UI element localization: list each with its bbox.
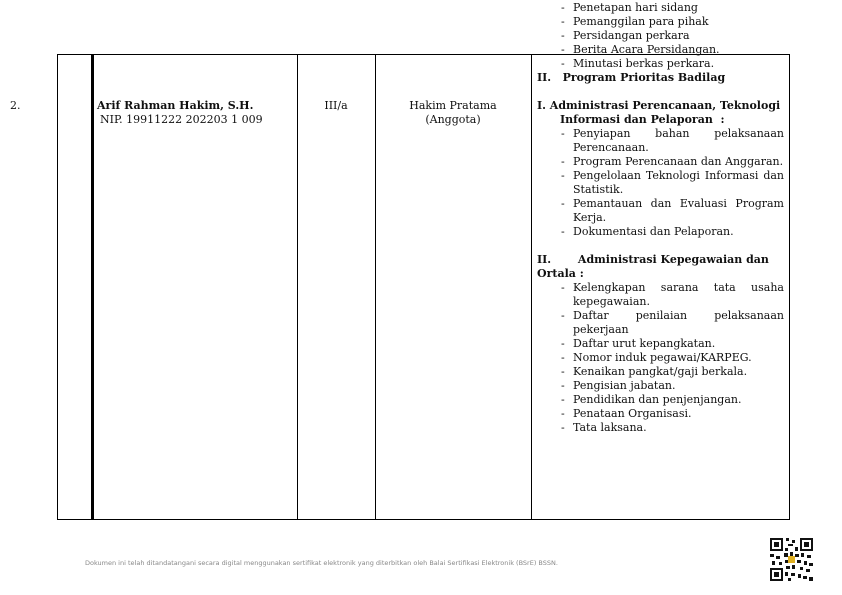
section-heading: I. Administrasi Perencanaan, Teknologi <box>537 99 781 112</box>
list-item: - Kenaikan pangkat/gaji berkala. <box>561 365 748 378</box>
section-ii-list <box>537 281 784 435</box>
list-item: - Pengisian jabatan. <box>561 379 676 392</box>
list-item: - Penataan Organisasi. <box>561 407 692 420</box>
section-heading-cont: Informasi dan Pelaporan : <box>560 113 725 126</box>
top-duty-list <box>537 1 784 71</box>
list-item: - Daftar penilaian pelaksanaan pekerjaan <box>561 309 784 336</box>
section-heading: II. Program Prioritas Badilag <box>537 71 726 84</box>
list-item: - Program Perencanaan dan Anggaran. <box>561 155 784 168</box>
list-item: - Nomor induk pegawai/KARPEG. <box>561 351 752 364</box>
section-heading-cont: Ortala : <box>537 267 584 280</box>
digital-signature-notice: Dokumen ini telah ditandatangani secara digital menggunakan sertifikat elektronik yang diterbitkan oleh Balai Sertifikasi Elektronik (BSrE) BSSN. <box>85 559 558 567</box>
position-cell <box>375 99 531 127</box>
list-item: - Daftar urut kepangkatan. <box>561 337 716 350</box>
list-item: - Minutasi berkas perkara. <box>561 57 715 70</box>
employee-cell <box>97 99 263 127</box>
list-item: - Penetapan hari sidang <box>561 1 698 14</box>
list-item: - Pengelolaan Teknologi Informasi dan Statistik. <box>561 169 784 196</box>
list-item: - Penyiapan bahan pelaksanaan Perencanaan. <box>561 127 784 154</box>
list-item: - Pemanggilan para pihak <box>561 15 709 28</box>
column-divider <box>531 55 532 519</box>
duties-cell <box>537 1 784 435</box>
row-number: 2. <box>10 99 21 112</box>
column-divider <box>297 55 298 519</box>
list-item: - Dokumentasi dan Pelaporan. <box>561 225 734 238</box>
position-title: Hakim Pratama <box>409 99 497 112</box>
section-i-list <box>537 127 784 239</box>
employee-name: Arif Rahman Hakim, S.H. <box>97 99 254 112</box>
list-item: - Tata laksana. <box>561 421 647 434</box>
position-role: (Anggota) <box>425 113 481 126</box>
list-item: - Persidangan perkara <box>561 29 690 42</box>
employee-nip: NIP. 19911222 202203 1 009 <box>100 113 263 126</box>
column-divider <box>92 55 94 519</box>
list-item: - Kelengkapan sarana tata usaha kepegawaian. <box>561 281 784 308</box>
rank-cell: III/a <box>324 99 348 112</box>
list-item: - Pemantauan dan Evaluasi Program Kerja. <box>561 197 784 224</box>
list-item: - Berita Acara Persidangan. <box>561 43 720 56</box>
section-heading: II. Administrasi Kepegawaian dan <box>537 253 769 266</box>
qr-code-icon <box>770 538 813 581</box>
list-item: - Pendidikan dan penjenjangan. <box>561 393 742 406</box>
